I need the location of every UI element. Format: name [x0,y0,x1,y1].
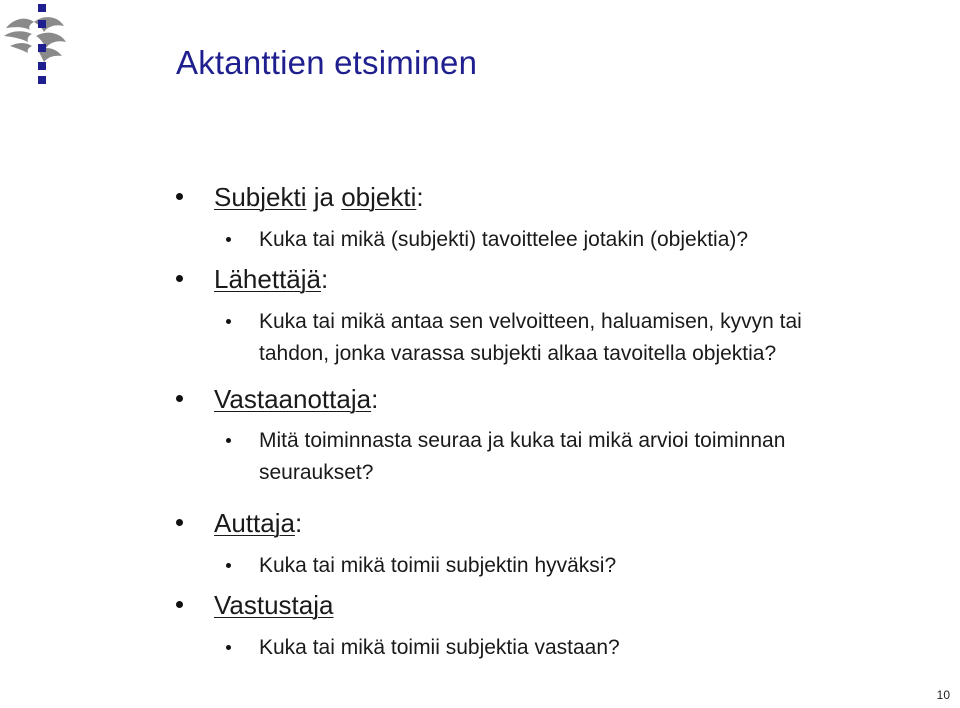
bullet-dot-icon [176,275,183,282]
suffix-text: : [371,384,379,414]
bullet-heading [214,264,328,294]
bullet-heading [214,384,378,414]
term-link: Vastustaja [214,590,334,620]
bullet-dot-icon [176,395,183,402]
suffix-text: : [416,182,424,212]
sub-bullet-text: Kuka tai mikä toimii subjektin hyväksi? [259,554,617,577]
sub-bullet-dot-icon [226,438,231,443]
bullet-heading [214,590,333,620]
sub-bullet-dot-icon [226,645,231,650]
sub-bullet-line: Mitä toiminnasta seuraa ja kuka tai mikä arvioi toiminnan [259,429,786,452]
term-link: Subjekti [214,182,307,212]
sub-bullet-text: Kuka tai mikä toimii subjektia vastaan? [259,636,620,659]
sub-bullet-line: tahdon, jonka varassa subjekti alkaa tavoitella objektia? [259,342,777,365]
bullet-heading [214,182,424,212]
term-link: Lähettäjä [214,264,321,294]
suffix-text: : [294,508,303,538]
sub-bullet-dot-icon [226,319,231,324]
sub-bullet-dot-icon [226,237,231,242]
sub-bullet-text [259,306,802,370]
bullet-heading [214,508,302,538]
sub-bullet-line: Kuka tai mikä antaa sen velvoitteen, haluamisen, kyvyn tai [259,310,802,333]
bullet-dot-icon [176,519,183,526]
sub-bullet-text: Kuka tai mikä (subjekti) tavoittelee jotakin (objektia)? [259,228,749,251]
sub-bullet-text [259,425,785,489]
connector-text: ja [306,182,342,212]
term-link: objekti [341,182,417,212]
sub-bullet-dot-icon [226,563,231,568]
term-link: Auttaja [214,508,295,538]
sub-bullet-line: seuraukset? [259,461,374,484]
bullet-dot-icon [176,601,183,608]
term-link: Vastaanottaja [214,384,372,414]
bullet-dot-icon [176,193,183,200]
suffix-text: : [320,264,329,294]
slide-title: Aktanttien etsiminen [176,44,478,81]
page-number: 10 [936,688,950,702]
